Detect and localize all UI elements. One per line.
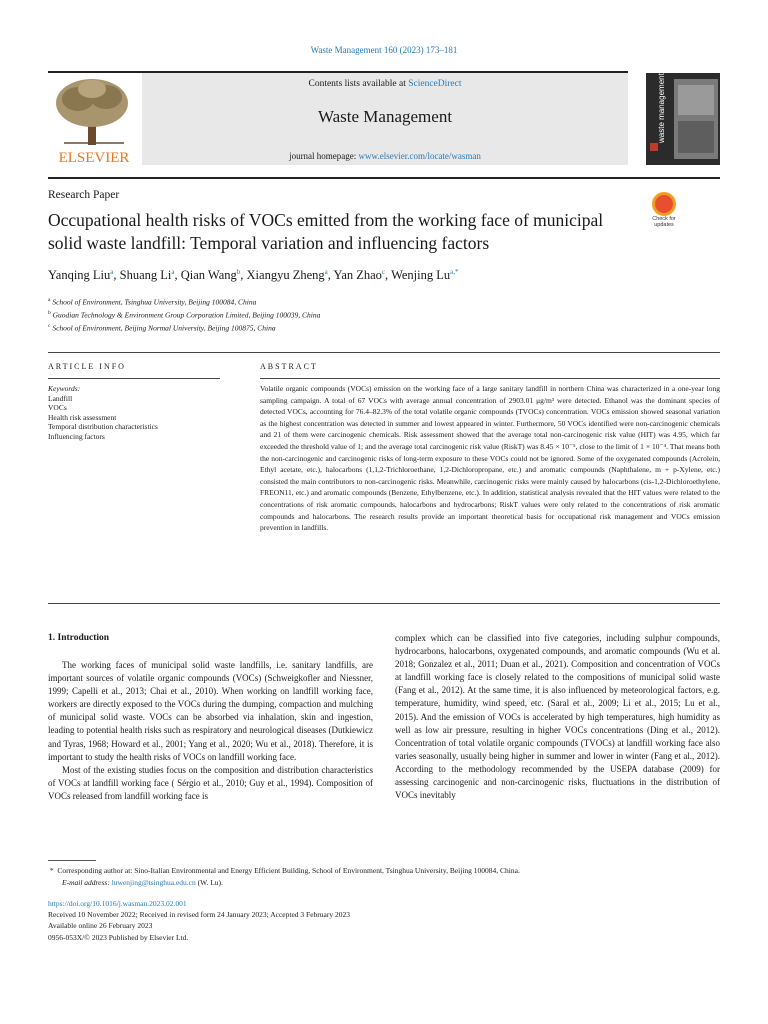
article-info-heading: ARTICLE INFO bbox=[48, 362, 126, 371]
affiliation: $^b$ Guodian Technology & Environment Group Corporation Limited, Beijing 100039, China bbox=[48, 310, 321, 320]
elsevier-tree-icon bbox=[48, 73, 140, 165]
right-column bbox=[395, 632, 720, 802]
cover-image bbox=[646, 73, 720, 165]
corresponding-author-note bbox=[48, 865, 720, 889]
paragraph: The working faces of municipal solid waste landfills, i.e. sanitary landfills, are important sources of volatile organic compounds (VOCs) (Schweigkofler and Niessner, 1999; Capelli et al., 2013; Chai et al., 2010). When working on landfill working face, workers are directly exposed to the VOCs during the dumping, compaction and mulching of municipal solid waste. VOCs can be absorbed via inhalation, skin and ingestion, leading to potential health risks such as respiratory and neurological diseases (Dutkiewicz and Tyras, 1968; Howard et al., 2001; Yang et al., 2020; Wu et al., 2018). Therefore, it is important to study the health risks of VOCs on landfill working face. bbox=[48, 660, 373, 762]
doi-link[interactable]: https://doi.org/10.1016/j.wasman.2023.02.001 bbox=[48, 899, 187, 908]
keyword: Influencing factors bbox=[48, 431, 105, 441]
received-dates: Received 10 November 2022; Received in revised form 24 January 2023; Accepted 3 February 2023 bbox=[48, 910, 350, 920]
keyword: VOCs bbox=[48, 403, 67, 412]
footnote-rule bbox=[48, 860, 96, 861]
article-type: Research Paper bbox=[48, 189, 120, 201]
abstract-heading: ABSTRACT bbox=[260, 362, 318, 371]
article-info-rule bbox=[48, 378, 220, 379]
elsevier-logo bbox=[48, 73, 140, 165]
homepage-line bbox=[142, 151, 628, 161]
author-list: Yanqing Liu$^a$, Shuang Li$^a$, Qian Wang$^b$, Xiangyu Zheng$^a$, Yan Zhao$^c$, Wenjing $Lu^{a,*}$ bbox=[48, 268, 459, 283]
publication-info bbox=[48, 898, 350, 943]
check-updates-label: Check for updates bbox=[652, 216, 676, 228]
abstract-bottom-rule bbox=[48, 603, 720, 604]
publisher-name: ELSEVIER bbox=[58, 150, 130, 165]
available-online: Available online 26 February 2023 bbox=[48, 921, 153, 931]
journal-cover[interactable] bbox=[646, 73, 720, 165]
author[interactable]: Xiangyu Zheng$^a$ bbox=[246, 268, 328, 283]
sciencedirect-link[interactable]: ScienceDirect bbox=[408, 79, 462, 89]
check-for-updates-button[interactable] bbox=[644, 192, 684, 232]
author[interactable]: Yanqing Liu$^a$ bbox=[48, 268, 114, 283]
author[interactable]: Wenjing $Lu^{a,*}$ bbox=[391, 268, 459, 283]
left-column bbox=[48, 659, 373, 803]
copyright: 0956-053X/© 2023 Published by Elsevier Ltd. bbox=[48, 932, 189, 942]
keywords-block bbox=[48, 384, 218, 441]
homepage-link[interactable]: www.elsevier.com/locate/wasman bbox=[358, 151, 481, 161]
check-updates-icon bbox=[652, 192, 676, 216]
email-line: E-mail address: luwenjing@tsinghua.edu.cn (W. Lu). bbox=[62, 878, 223, 887]
contents-line bbox=[142, 79, 628, 89]
section-rule bbox=[48, 352, 720, 353]
banner-rule bbox=[48, 177, 720, 179]
journal-title: Waste Management bbox=[317, 107, 453, 126]
section-heading-introduction: 1. Introduction bbox=[48, 633, 110, 643]
paragraph: Most of the existing studies focus on the composition and distribution characteristics of VOCs at landfill working face ( Sérgio et al., 2010; Guy et al., 1994). Composition of VOCs released from landfill working face is bbox=[48, 764, 373, 801]
journal-reference[interactable]: Waste Management 160 (2023) 173–181 bbox=[310, 45, 458, 55]
journal-banner bbox=[142, 73, 628, 165]
keywords-label: Keywords: bbox=[48, 384, 81, 393]
corresponding-address: * Corresponding author at: Sino-Italian Environmental and Energy Efficient Building, School of Environment, Tsinghua University, Beijing 100084, China. bbox=[48, 866, 520, 875]
keyword: Landfill bbox=[48, 393, 73, 403]
affiliation: $^a$ School of Environment, Tsinghua University, Beijing 100084, China bbox=[48, 297, 257, 307]
paragraph: complex which can be classified into five categories, including sulphur compounds, hydrocarbons, halocarbons, oxygenated compounds, and aromatic compounds (Wu et al. 2018; Gonzalez et al., 2011; Duan et al., 2021). Composition and concentration of VOCs at landfill working face is closely related to the compositions of municipal solid waste (Fang et al., 2012). At the same time, it is also influenced by meteorological factors, e.g. temperature, humidity, wind speed, etc. (Saral et al., 2009; Li et al., 2015; Lu et al., 2015). And the emission of VOCs is accelerated by high temperatures, high humidity as well as low air pressure, resulting in higher VOCs concentrations (Ding et al., 2012). Concentration of total volatile organic compounds (TVOCs) at landfill working face also varies seasonally, usually being higher in summer and lower in winter (Fang et al., 2012). According to the methodology recommended by the USEPA database (2009) for assessing carcinogenic and non-carcinogenic risks, fluctuations in the distribution of VOCs inevitably bbox=[395, 633, 720, 801]
abstract-rule bbox=[260, 378, 720, 379]
cover-title: waste management bbox=[657, 73, 666, 143]
contents-prefix: Contents lists available at bbox=[308, 79, 409, 89]
keyword: Temporal distribution characteristics bbox=[48, 422, 158, 431]
author[interactable]: Shuang Li$^a$ bbox=[119, 268, 175, 283]
paper-title: Occupational health risks of VOCs emitted from the working face of municipal solid waste landfill: Temporal variation and influencing factors bbox=[48, 210, 604, 253]
abstract-text: Volatile organic compounds (VOCs) emission on the working face of a large sanitary landfill in northern China was characterized in a one-year long sampling campaign. A total of 67 VOCs with average annual concentration of 2903.01 μg/m³ were detected. Ethanol was the dominant species of detected VOCs, accounting for 76.4–82.3% of the total volatile organic compounds (TVOCs) concentration. VOCs emission showed seasonal variation as the highest concentration was detected in summer and lowest appeared in winter. Furthermore, 50 VOCs identified were non-carcinogenic chemicals and 21 of them were carcinogenic chemicals. Risk assessment showed that the average total non-carcinogenic risk value (HIT) was 4.95, which far exceeded the threshold value of 1; and the average total carcinogenic risk value (RiskT) was 8.45 × 10⁻⁵, close to the limit of 1 × 10⁻⁴. That means both the non-carcinogenic and carcinogenic risks of long-term exposure to these VOCs could not be ignored. Some of the oxygenated compounds (Acrolein, Ethyl acetate, etc.), halocarbons (1,1,2-Trichloroethane, 1,2-Dichloropropane, etc.) and aromatic compounds (Naphthalene, m + p-Xylene, etc.) consisted the main contributors to non-carcinogenic risks. Meanwhile, carcinogenic risks were mainly caused by halocarbons (cis-1,2-Dichloroethylene, FREON11, etc.) and aromatic compounds (Benzene, Ethylbenzene, etc.). In addition, statistical analysis revealed that the HIT values were related to the concentrations of risk aromatic compounds, halocarbons and hydrocarbons; RiskT values were only related to the concentrations of risk aromatic compounds and halocarbons. The research results provide an important theoretical basis for occupational risk management and VOCs emission prevention in landfills. bbox=[260, 384, 720, 533]
author[interactable]: Yan Zhao$^c$ bbox=[333, 268, 386, 283]
affiliations bbox=[48, 295, 320, 334]
homepage-prefix: journal homepage: bbox=[289, 151, 359, 161]
keyword: Health risk assessment bbox=[48, 412, 117, 422]
email-link[interactable]: luwenjing@tsinghua.edu.cn bbox=[111, 878, 196, 887]
affiliation: $^c$ School of Environment, Beijing Normal University, Beijing 100875, China bbox=[48, 323, 276, 333]
author[interactable]: Qian Wang$^b$ bbox=[180, 268, 241, 283]
